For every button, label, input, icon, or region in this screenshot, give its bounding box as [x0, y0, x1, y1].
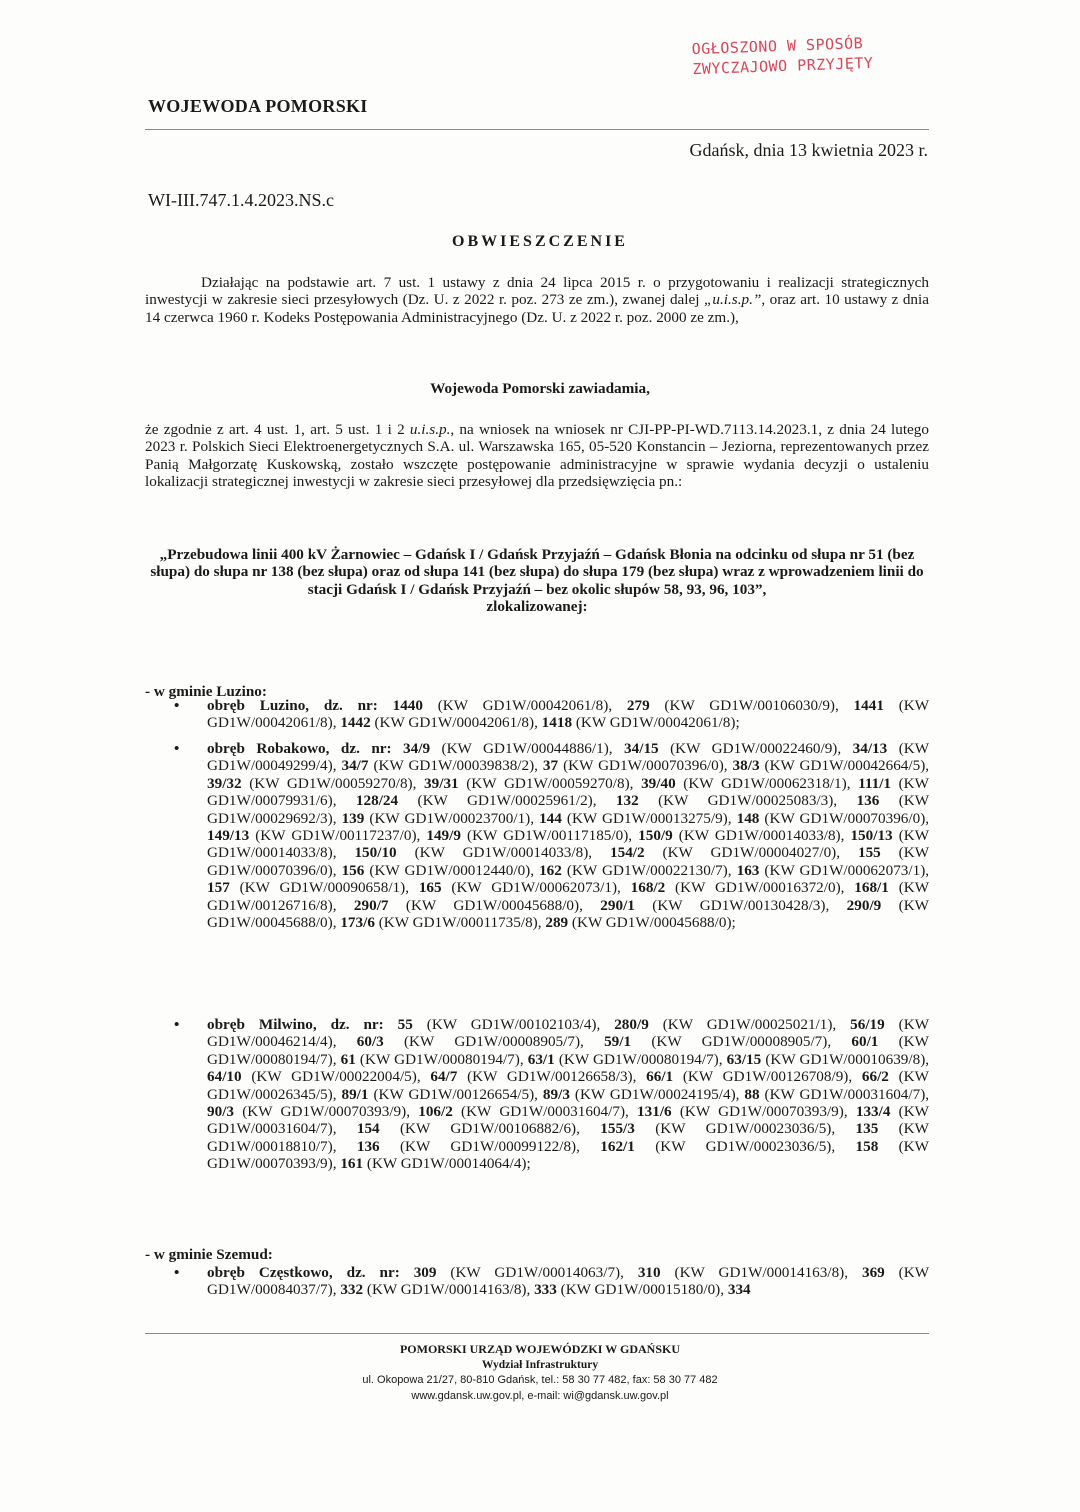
stamp-line-2: ZWYCZAJOWO PRZYJĘTY	[692, 53, 874, 79]
land-register-number: (KW GD1W/00080194/7)	[359, 1050, 520, 1068]
document-title: OBWIESZCZENIE	[452, 233, 628, 250]
land-register-number: (KW GD1W/00062073/1)	[451, 879, 618, 897]
parcel-number: 59/1	[604, 1033, 632, 1051]
parcel-number: 163	[736, 861, 760, 879]
parcel-number: 290/9	[846, 896, 882, 914]
parcel-number: 136	[856, 792, 880, 810]
parcel-number: 333	[534, 1281, 557, 1299]
parcel-number: 39/32	[207, 774, 242, 792]
parcel-number: 161	[340, 1155, 364, 1173]
parcel-number: 34/7	[341, 757, 369, 775]
parcel-number: 156	[341, 861, 365, 879]
land-register-number: (KW GD1W/00025083/3)	[658, 792, 834, 810]
parcel-number: 131/6	[637, 1103, 672, 1121]
authority-heading: WOJEWODA POMORSKI	[148, 96, 368, 116]
legal-basis-text-a: Działając na podstawie art. 7 ust. 1 ustawy z dnia 24 lipca 2015 r. o przygotowaniu i realizacji strategicznych inwestycji w zakresie sieci przesyłowych (Dz. U. z 2022 r. poz. 273 ze zm.), zwanej dalej	[145, 274, 929, 309]
notice-abbreviation: u.i.s.p.	[409, 421, 451, 438]
parcel-number: 173/6	[340, 914, 375, 932]
notice-text-b: , na wniosek na wniosek nr CJI-PP-PI-WD.7113.14.2023.1, z dnia 24 lutego 2023 r. Polskich Sieci Elektroenergetycznych S.A. ul. Warszawska 165, 05-520 Konstancin – Jeziorna, reprezentowanych przez Panią Małgorzatę Kuskowską, zostało wszczęte postępowanie administracyjne w sprawie wydania decyzji o ustaleniu lokalizacji strategicznej inwestycji w zakresie sieci przesyłowej dla przedsięwzięcia pn.:	[145, 421, 929, 491]
document-date: Gdańsk, dnia 13 kwietnia 2023 r.	[689, 140, 928, 160]
land-register-number: (KW GD1W/00102103/4)	[426, 1016, 597, 1033]
land-register-number: (KW GD1W/00026345/5)	[207, 1068, 929, 1103]
bullet-icon: •	[174, 740, 180, 757]
parcel-number: 64/7	[430, 1068, 458, 1086]
parcel-number: 89/3	[542, 1085, 570, 1103]
land-register-number: (KW GD1W/00062073/1)	[764, 861, 926, 879]
parcel-number: 150/9	[638, 827, 673, 845]
land-register-number: (KW GD1W/00080194/7)	[207, 1033, 929, 1068]
located-label: zlokalizowanej:	[486, 598, 588, 616]
land-register-number: (KW GD1W/00042061/8)	[437, 697, 609, 714]
parcel-number: 150/10	[354, 844, 397, 862]
parcel-number: 162/1	[600, 1137, 635, 1155]
parcel-number: 39/40	[641, 774, 676, 792]
land-register-number: (KW GD1W/00090658/1)	[239, 879, 406, 897]
land-register-number: (KW GD1W/00042061/8)	[207, 697, 930, 732]
land-register-number: (KW GD1W/00014163/8)	[674, 1264, 845, 1281]
parcel-number: 154	[356, 1120, 380, 1138]
parcel-number: 133/4	[855, 1103, 891, 1121]
parcel-number: 369	[861, 1264, 885, 1281]
obreb-label: obręb Milwino, dz. nr:	[207, 1016, 398, 1033]
parcel-number: 309	[413, 1264, 437, 1281]
obreb-list-item: • obręb Milwino, dz. nr: 55 (KW GD1W/00102103/4), 280/9 (KW GD1W/00025021/1), 56/19 (KW GD1W/00046214/4), 60/3 (KW GD1W/00008905/7), 59/1 (KW GD1W/00008905/7), 60/1 (KW GD1W/00080194/7), 61 (KW GD1W/00080194/7), 63/1 (KW GD1W/00080194/7), 63/15 (KW GD1W/00010639/8), 64/10 (KW GD1W/00022004/5), 64/7 (KW GD1W/00126658/3), 66/1 (KW GD1W/00126708/9), 66/2 (KW GD1W/00026345/5), 89/1 (KW GD1W/00126654/5), 89/3 (KW GD1W/00024195/4), 88 (KW GD1W/00031604/7), 90/3 (KW GD1W/00070393/9), 106/2 (KW GD1W/00031604/7), 131/6 (KW GD1W/00070393/9), 133/4 (KW GD1W/00031604/7), 154 (KW GD1W/00106882/6), 155/3 (KW GD1W/00023036/5), 135 (KW GD1W/00018810/7), 136 (KW GD1W/00099122/8), 162/1 (KW GD1W/00023036/5), 158 (KW GD1W/00070393/9), 161 (KW GD1W/00014064/4);	[174, 1016, 930, 1173]
land-register-number: (KW GD1W/00015180/0)	[560, 1281, 721, 1299]
land-register-number: (KW GD1W/00042664/5)	[764, 757, 926, 775]
announcement-heading: Wojewoda Pomorski zawiadamia,	[430, 380, 650, 397]
land-register-number: (KW GD1W/00008905/7)	[404, 1033, 581, 1051]
parcel-number: 60/1	[851, 1033, 879, 1051]
land-register-number: (KW GD1W/00126716/8)	[207, 879, 930, 914]
land-register-number: (KW GD1W/00031604/7)	[461, 1103, 626, 1121]
land-register-number: (KW GD1W/00070393/9)	[242, 1103, 407, 1121]
parcel-number: 150/13	[850, 827, 893, 845]
land-register-number: (KW GD1W/00010639/8)	[765, 1050, 926, 1068]
land-register-number: (KW GD1W/00031604/7)	[764, 1085, 926, 1103]
land-register-number: (KW GD1W/00031604/7)	[207, 1103, 930, 1138]
land-register-number: (KW GD1W/00106030/9)	[664, 697, 835, 714]
land-register-number: (KW GD1W/00106882/6)	[399, 1120, 577, 1138]
parcel-number: 89/1	[341, 1085, 369, 1103]
header-divider	[145, 129, 929, 130]
parcel-number: 66/1	[646, 1068, 674, 1086]
legal-basis-paragraph	[145, 274, 929, 326]
land-register-number: (KW GD1W/00059270/8)	[249, 774, 413, 792]
parcel-number: 106/2	[418, 1103, 453, 1121]
footer-web: www.gdansk.uw.gov.pl, e-mail: wi@gdansk.uw.gov.pl	[411, 1390, 669, 1402]
parcel-number: 88	[744, 1085, 760, 1103]
parcel-number: 64/10	[207, 1068, 242, 1086]
land-register-number: (KW GD1W/00126658/3)	[467, 1068, 633, 1086]
parcel-number: 63/1	[527, 1050, 555, 1068]
parcel-number: 144	[539, 809, 562, 827]
land-register-number: (KW GD1W/00014033/8)	[414, 844, 589, 862]
footer-address: ul. Okopowa 21/27, 80-810 Gdańsk, tel.: 58 30 77 482, fax: 58 30 77 482	[362, 1374, 718, 1386]
parcel-number: 148	[736, 809, 760, 827]
land-register-number: (KW GD1W/00045688/0)	[571, 914, 732, 932]
gmina-heading-szemud: - w gminie Szemud:	[145, 1246, 273, 1263]
legal-basis-abbreviation: „u.i.s.p.”	[703, 291, 762, 309]
land-register-number: (KW GD1W/00080194/7)	[558, 1050, 719, 1068]
land-register-number: (KW GD1W/00029692/3)	[207, 792, 930, 827]
land-register-number: (KW GD1W/00012440/0)	[369, 861, 531, 879]
land-register-number: (KW GD1W/00014063/7)	[450, 1264, 621, 1281]
parcel-number: 136	[356, 1137, 380, 1155]
parcel-number: 168/2	[630, 879, 666, 897]
parcel-number: 149/13	[207, 827, 250, 845]
parcel-number: 34/13	[852, 740, 888, 757]
project-name-block	[145, 546, 929, 616]
land-register-number: (KW GD1W/00008905/7)	[651, 1033, 828, 1051]
land-register-number: (KW GD1W/00011735/8)	[378, 914, 538, 932]
parcel-number: 280/9	[614, 1016, 649, 1033]
parcel-number: 111/1	[858, 774, 892, 792]
parcel-number: 154/2	[610, 844, 645, 862]
land-register-number: (KW GD1W/00045688/0)	[207, 896, 930, 932]
parcel-number: 135	[855, 1120, 879, 1138]
land-register-number: (KW GD1W/00023700/1)	[369, 809, 531, 827]
land-register-number: (KW GD1W/00014163/8)	[366, 1281, 527, 1299]
land-register-number: (KW GD1W/00117185/0)	[467, 827, 629, 845]
announcement-stamp	[691, 33, 873, 79]
land-register-number: (KW GD1W/00084037/7)	[207, 1264, 930, 1299]
land-register-number: (KW GD1W/00025961/2)	[417, 792, 593, 810]
obreb-list-item: • obręb Częstkowo, dz. nr: 309 (KW GD1W/00014063/7), 310 (KW GD1W/00014163/8), 369 (KW GD1W/00084037/7), 332 (KW GD1W/00014163/8), 333 (KW GD1W/00015180/0), 334	[174, 1264, 930, 1299]
parcel-number: 158	[855, 1137, 879, 1155]
land-register-number: (KW GD1W/00022130/7)	[566, 861, 728, 879]
parcel-number: 139	[341, 809, 365, 827]
land-register-number: (KW GD1W/00014033/8)	[207, 827, 930, 862]
parcel-number: 155/3	[600, 1120, 635, 1138]
parcel-number: 155	[857, 844, 881, 862]
parcel-number: 168/1	[854, 879, 889, 897]
parcel-number: 332	[340, 1281, 364, 1299]
notice-paragraph	[145, 421, 929, 491]
land-register-number: (KW GD1W/00099122/8)	[399, 1137, 577, 1155]
parcel-number: 334	[727, 1281, 751, 1299]
land-register-number: (KW GD1W/00130428/3)	[652, 896, 826, 914]
stamp-line-1: OGŁOSZONO W SPOSÓB	[691, 34, 864, 59]
land-register-number: (KW GD1W/00025021/1)	[662, 1016, 833, 1033]
parcel-number: 66/2	[861, 1068, 889, 1086]
parcel-number: 34/9	[403, 740, 431, 757]
land-register-number: (KW GD1W/00022004/5)	[251, 1068, 417, 1086]
notice-text-a: że zgodnie z art. 4 ust. 1, art. 5 ust. 1 i 2	[145, 421, 410, 438]
parcel-number: 34/15	[624, 740, 659, 757]
land-register-number: (KW GD1W/00022460/9)	[670, 740, 838, 757]
parcel-number: 1418	[541, 714, 573, 732]
parcel-number: 132	[615, 792, 639, 810]
land-register-number: (KW GD1W/00014033/8)	[678, 827, 841, 845]
obreb-label: obręb Częstkowo, dz. nr:	[207, 1264, 414, 1281]
parcel-number: 39/31	[424, 774, 459, 792]
land-register-number: (KW GD1W/00024195/4)	[574, 1085, 736, 1103]
land-register-number: (KW GD1W/00070396/0)	[563, 757, 724, 775]
land-register-number: (KW GD1W/00044886/1)	[441, 740, 609, 757]
parcel-number: 61	[340, 1050, 356, 1068]
bullet-icon: •	[174, 1264, 180, 1281]
land-register-number: (KW GD1W/00039838/2)	[373, 757, 535, 775]
project-name: „Przebudowa linii 400 kV Żarnowiec – Gdańsk I / Gdańsk Przyjaźń – Gdańsk Błonia na odcinku od słupa nr 51 (bez słupa) do słupa nr 138 (bez słupa) oraz od słupa 141 (bez słupa) do słupa 179 (bez słupa) wraz z wprowadzeniem linii do stacji Gdańsk I / Gdańsk Przyjaźń – bez okolic słupów 58, 93, 96, 103”,	[150, 546, 924, 598]
parcel-number: 290/7	[353, 896, 389, 914]
land-register-number: (KW GD1W/00045688/0)	[405, 896, 580, 914]
land-register-number: (KW GD1W/00070396/0)	[207, 844, 930, 879]
parcel-number: 55	[397, 1016, 413, 1033]
bullet-icon: •	[174, 1016, 180, 1033]
parcel-number: 60/3	[356, 1033, 384, 1051]
footer-department: Wydział Infrastruktury	[481, 1359, 599, 1371]
parcel-number: 1440	[392, 697, 423, 714]
parcel-number: 1441	[853, 697, 884, 714]
parcel-number: 1442	[340, 714, 371, 732]
obreb-label: obręb Luzino, dz. nr:	[207, 697, 393, 714]
obreb-list-item: • obręb Luzino, dz. nr: 1440 (KW GD1W/00042061/8), 279 (KW GD1W/00106030/9), 1441 (KW GD1W/00042061/8), 1442 (KW GD1W/00042061/8), 1418 (KW GD1W/00042061/8);	[174, 697, 930, 732]
land-register-number: (KW GD1W/00059270/8)	[466, 774, 630, 792]
land-register-number: (KW GD1W/00079931/6)	[207, 774, 929, 810]
land-register-number: (KW GD1W/00042061/8)	[374, 714, 535, 732]
land-register-number: (KW GD1W/00070396/0)	[764, 809, 926, 827]
parcel-number: 38/3	[732, 757, 760, 775]
land-register-number: (KW GD1W/00126654/5)	[373, 1085, 535, 1103]
land-register-number: (KW GD1W/00046214/4)	[207, 1016, 930, 1051]
gmina-heading-luzino: - w gminie Luzino:	[145, 683, 267, 700]
land-register-number: (KW GD1W/00023036/5)	[655, 1137, 832, 1155]
land-register-number: (KW GD1W/00117237/0)	[255, 827, 417, 845]
parcel-number: 128/24	[355, 792, 399, 810]
footer-divider	[145, 1333, 929, 1334]
land-register-number: (KW GD1W/00014064/4)	[366, 1155, 527, 1173]
parcel-number: 162	[539, 861, 562, 879]
land-register-number: (KW GD1W/00062318/1)	[683, 774, 847, 792]
parcel-number: 165	[418, 879, 442, 897]
land-register-number: (KW GD1W/00004027/0)	[662, 844, 837, 862]
parcel-number: 310	[637, 1264, 661, 1281]
land-register-number: (KW GD1W/00049299/4)	[207, 740, 930, 775]
land-register-number: (KW GD1W/00070393/9)	[207, 1137, 929, 1173]
parcel-number: 157	[207, 879, 230, 897]
obreb-label: obręb Robakowo, dz. nr:	[207, 740, 404, 757]
parcel-number: 90/3	[207, 1103, 235, 1121]
land-register-number: (KW GD1W/00070393/9)	[679, 1103, 844, 1121]
parcel-number: 290/1	[600, 896, 635, 914]
bullet-icon: •	[174, 697, 180, 714]
parcel-number: 289	[545, 914, 569, 932]
reference-number: WI-III.747.1.4.2023.NS.c	[148, 190, 334, 210]
land-register-number: (KW GD1W/00013275/9)	[566, 809, 728, 827]
land-register-number: (KW GD1W/00042061/8)	[575, 714, 736, 732]
land-register-number: (KW GD1W/00016372/0)	[675, 879, 841, 897]
land-register-number: (KW GD1W/00018810/7)	[207, 1120, 929, 1155]
obreb-list-item: • obręb Robakowo, dz. nr: 34/9 (KW GD1W/00044886/1), 34/15 (KW GD1W/00022460/9), 34/13 (KW GD1W/00049299/4), 34/7 (KW GD1W/00039838/2), 37 (KW GD1W/00070396/0), 38/3 (KW GD1W/00042664/5), 39/32 (KW GD1W/00059270/8), 39/31 (KW GD1W/00059270/8), 39/40 (KW GD1W/00062318/1), 111/1 (KW GD1W/00079931/6), 128/24 (KW GD1W/00025961/2), 132 (KW GD1W/00025083/3), 136 (KW GD1W/00029692/3), 139 (KW GD1W/00023700/1), 144 (KW GD1W/00013275/9), 148 (KW GD1W/00070396/0), 149/13 (KW GD1W/00117237/0), 149/9 (KW GD1W/00117185/0), 150/9 (KW GD1W/00014033/8), 150/13 (KW GD1W/00014033/8), 150/10 (KW GD1W/00014033/8), 154/2 (KW GD1W/00004027/0), 155 (KW GD1W/00070396/0), 156 (KW GD1W/00012440/0), 162 (KW GD1W/00022130/7), 163 (KW GD1W/00062073/1), 157 (KW GD1W/00090658/1), 165 (KW GD1W/00062073/1), 168/2 (KW GD1W/00016372/0), 168/1 (KW GD1W/00126716/8), 290/7 (KW GD1W/00045688/0), 290/1 (KW GD1W/00130428/3), 290/9 (KW GD1W/00045688/0), 173/6 (KW GD1W/00011735/8), 289 (KW GD1W/00045688/0);	[174, 740, 930, 932]
land-register-number: (KW GD1W/00126708/9)	[682, 1068, 849, 1086]
parcel-number: 63/15	[726, 1050, 762, 1068]
legal-basis-text-b: , oraz art. 10 ustawy z dnia 14 czerwca 1960 r. Kodeks Postępowania Administracyjnego (Dz. U. z 2022 r. poz. 2000 ze zm.),	[145, 291, 929, 326]
parcel-number: 56/19	[850, 1016, 885, 1033]
parcel-number: 149/9	[426, 827, 461, 845]
footer-office: POMORSKI URZĄD WOJEWÓDZKI W GDAŃSKU	[399, 1342, 681, 1356]
parcel-number: 279	[626, 697, 650, 714]
land-register-number: (KW GD1W/00023036/5)	[655, 1120, 832, 1138]
parcel-number: 37	[542, 757, 559, 775]
